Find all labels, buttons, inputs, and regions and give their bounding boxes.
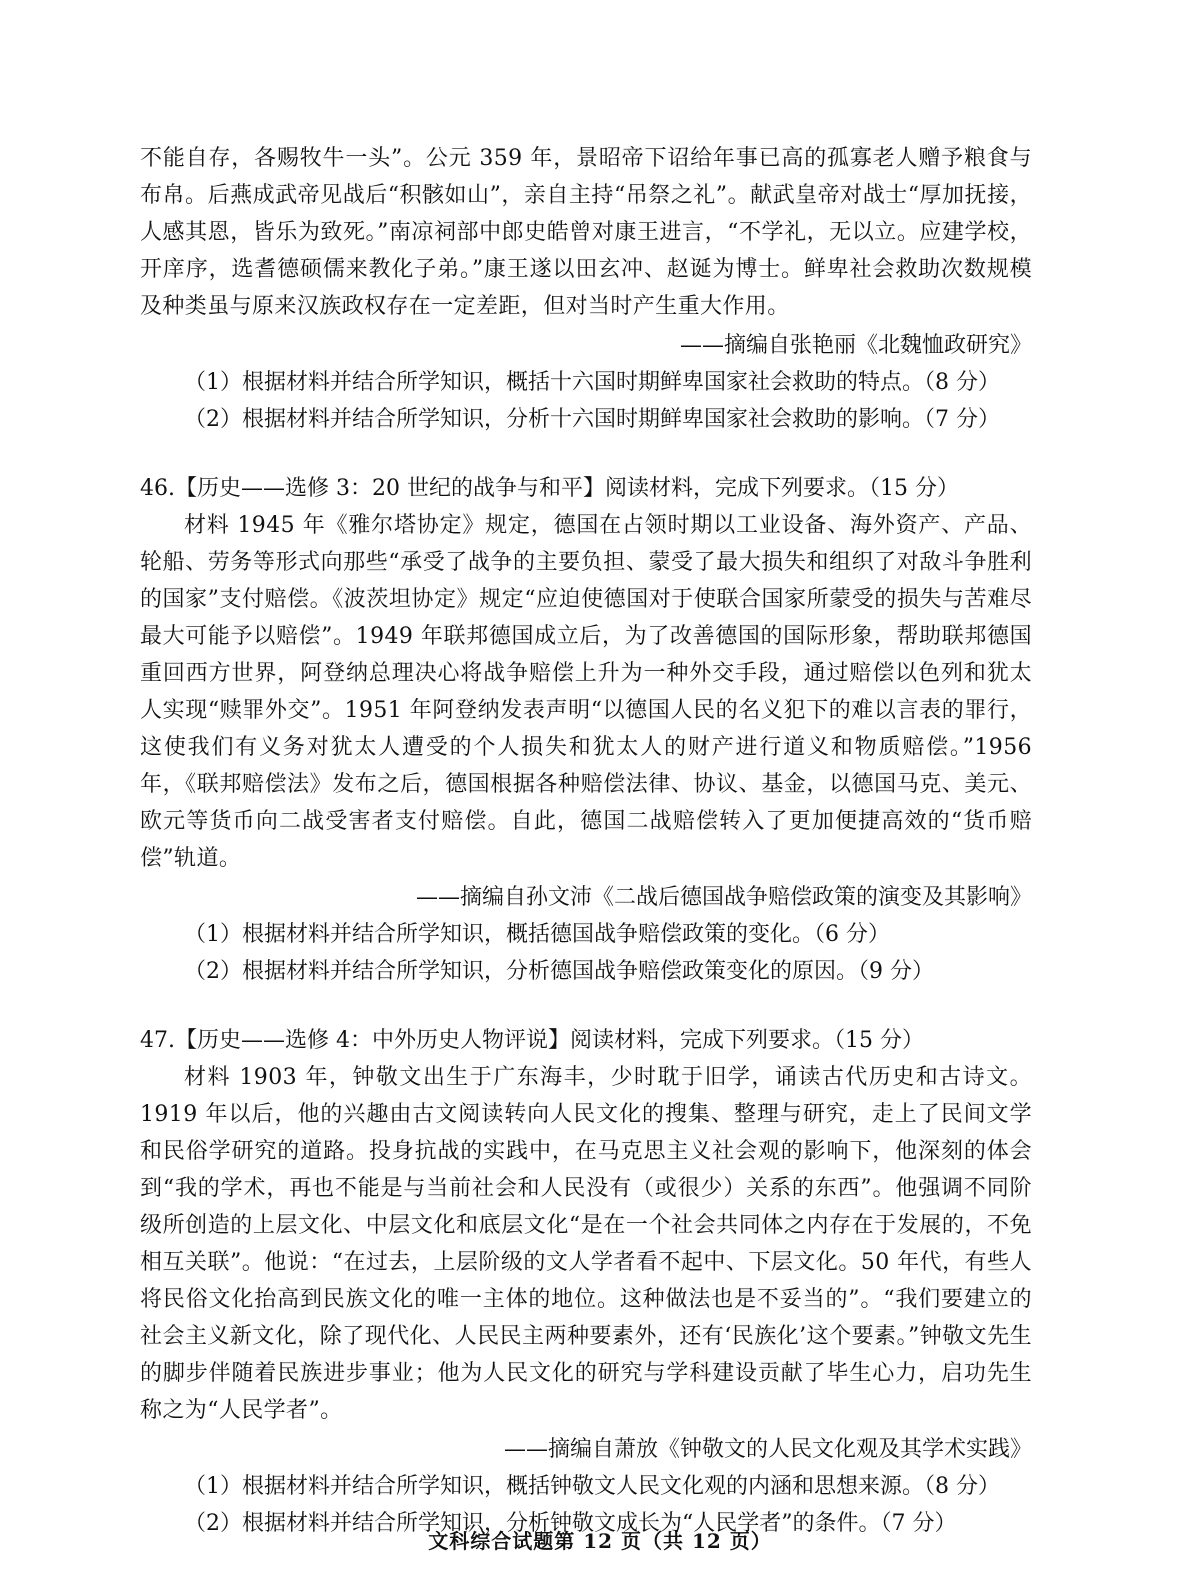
page-footer: 文科综合试题第 12 页（共 12 页）	[428, 1529, 772, 1553]
continued-material-source: ——摘编自张艳丽《北魏恤政研究》	[679, 333, 1032, 358]
q47-material: 材料 1903 年，钟敬文出生于广东海丰，少时耽于旧学，诵读古代历史和古诗文。1919 年以后，他的兴趣由古文阅读转向人民文化的搜集、整理与研究，走上了民间文学和民俗学研究的道路。投身抗战的实践中，在马克思主义社会观的影响下，他深刻的体会到“我的学术，再也不能是与当前社会和人民没有（或很少）关系的东西”。他强调不同阶级所创造的上层文化、中层文化和底层文化“是在一个社会共同体之内存在于发展的，不免相互关联”。他说：“在过去，上层阶级的文人学者看不起中、下层文化。50 年代，有些人将民俗文化抬高到民族文化的唯一主体的地位。这种做法也是不妥当的”。“我们要建立的社会主义新文化，除了现代化、人民民主两种要素外，还有‘民族化’这个要素。”钟敬文先生的脚步伴随着民族进步事业；他为人民文化的研究与学科建设贡献了毕生心力，启功先生称之为“人民学者”。	[140, 1065, 1032, 1423]
continued-material-text: 不能自存，各赐牧牛一头”。公元 359 年，景昭帝下诏给年事已高的孤寡老人赠予粮食与布帛。后燕成武帝见战后“积骸如山”，亲自主持“吊祭之礼”。献武皇帝对战士“厚加抚接，人感其恩，皆乐为致死。”南凉祠部中郎史皓曾对康王进言，“不学礼，无以立。应建学校，开庠序，选耆德硕儒来教化子弟。”康王遂以田玄冲、赵诞为博士。鲜卑社会救助次数规模及种类虽与原来汉族政权存在一定差距，但对当时产生重大作用。	[140, 146, 1032, 319]
q46-title: 46.【历史——选修 3：20 世纪的战争与和平】阅读材料，完成下列要求。（15 分）	[140, 476, 959, 501]
q46-material: 材料 1945 年《雅尔塔协定》规定，德国在占领时期以工业设备、海外资产、产品、轮船、劳务等形式向那些“承受了战争的主要负担、蒙受了最大损失和组织了对敌斗争胜利的国家”支付赔偿。《波茨坦协定》规定“应迫使德国对于使联合国家所蒙受的损失与苦难尽最大可能予以赔偿”。1949 年联邦德国成立后，为了改善德国的国际形象，帮助联邦德国重回西方世界，阿登纳总理决心将战争赔偿上升为一种外交手段，通过赔偿以色列和犹太人实现“赎罪外交”。1951 年阿登纳发表声明“以德国人民的名义犯下的难以言表的罪行，这使我们有义务对犹太人遭受的个人损失和犹太人的财产进行道义和物质赔偿。”1956 年，《联邦赔偿法》发布之后，德国根据各种赔偿法律、协议、基金，以德国马克、美元、欧元等货币向二战受害者支付赔偿。自此，德国二战赔偿转入了更加便捷高效的“货币赔偿”轨道。	[140, 513, 1032, 871]
q46-question-2: （2）根据材料并结合所学知识，分析德国战争赔偿政策变化的原因。（9 分）	[184, 959, 934, 984]
q47-question-1: （1）根据材料并结合所学知识，概括钟敬文人民文化观的内涵和思想来源。（8 分）	[184, 1474, 1000, 1499]
q46-source: ——摘编自孙文沛《二战后德国战争赔偿政策的演变及其影响》	[415, 885, 1032, 910]
q47-source: ——摘编自萧放《钟敬文的人民文化观及其学术实践》	[503, 1437, 1032, 1462]
q46-question-1: （1）根据材料并结合所学知识，概括德国战争赔偿政策的变化。（6 分）	[184, 922, 890, 947]
continued-question-2: （2）根据材料并结合所学知识，分析十六国时期鲜卑国家社会救助的影响。（7 分）	[184, 407, 1000, 432]
section-spacer	[140, 438, 1032, 470]
section-spacer	[140, 990, 1032, 1022]
q47-title: 47.【历史——选修 4：中外历史人物评说】阅读材料，完成下列要求。（15 分）	[140, 1028, 924, 1053]
continued-question-1: （1）根据材料并结合所学知识，概括十六国时期鲜卑国家社会救助的特点。（8 分）	[184, 370, 1000, 395]
q47-question-2: （2）根据材料并结合所学知识，分析钟敬文成长为“人民学者”的条件。（7 分）	[184, 1511, 957, 1536]
